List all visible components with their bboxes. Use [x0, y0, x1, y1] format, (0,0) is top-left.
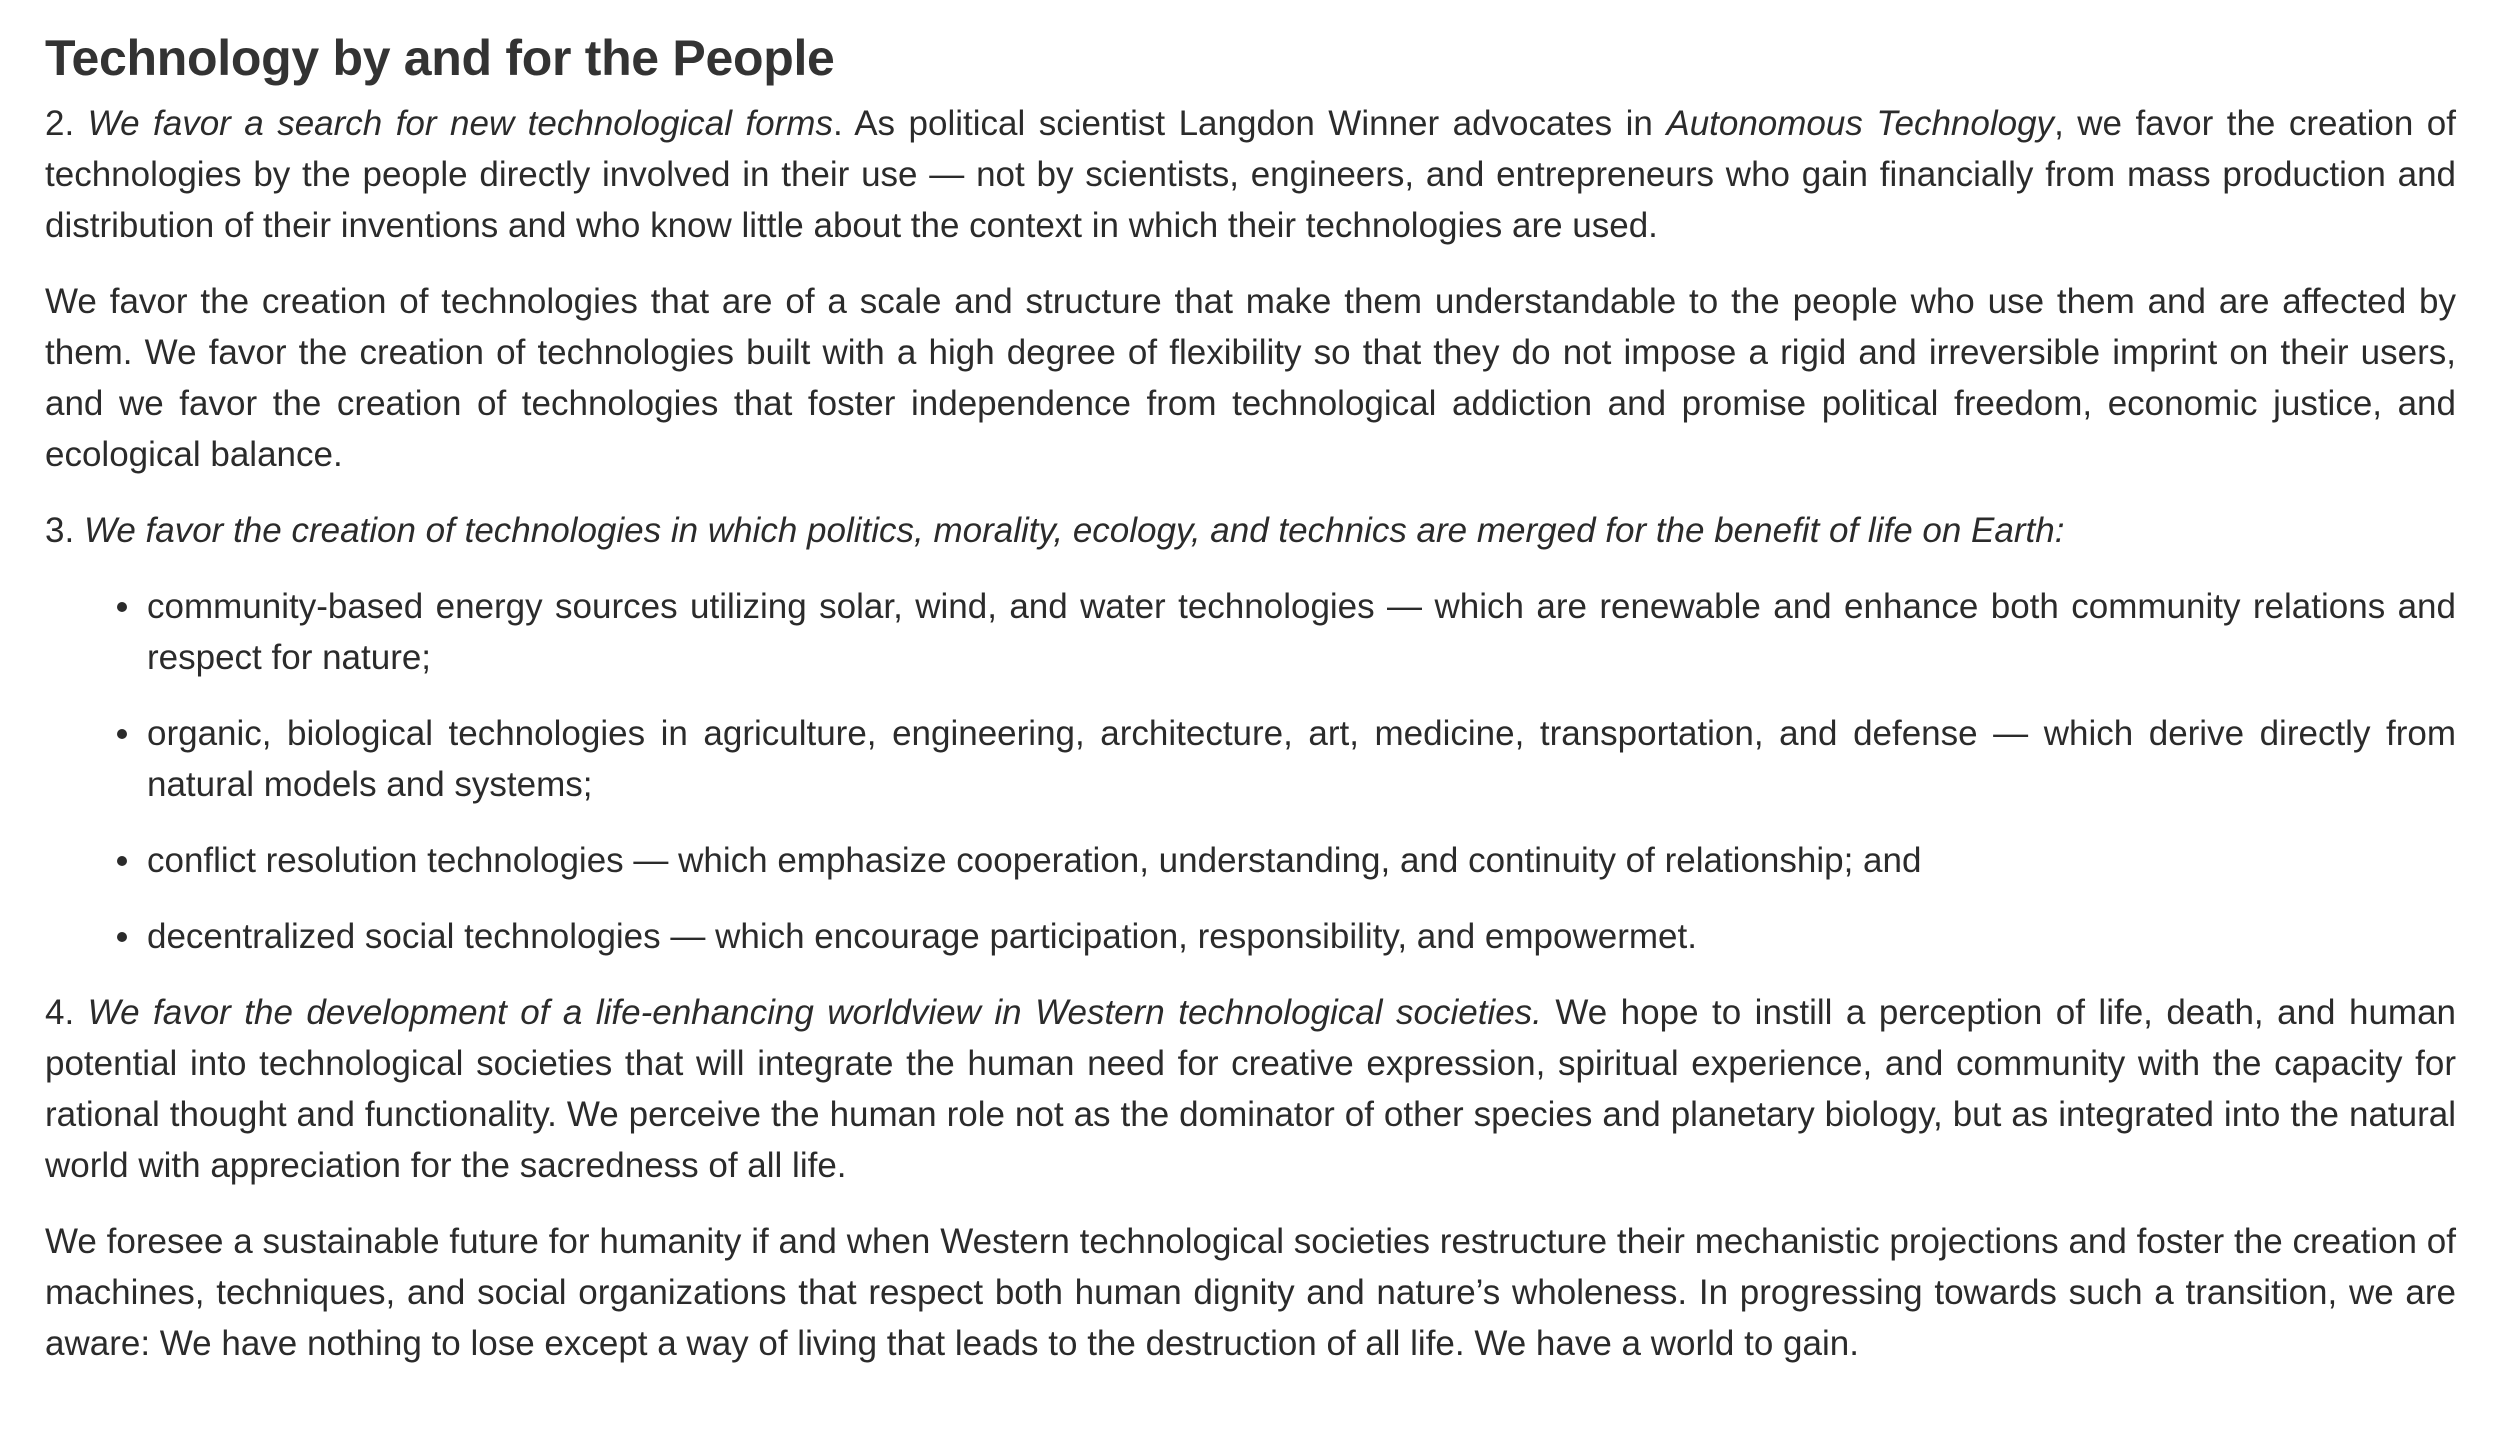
technology-list [45, 581, 2456, 962]
section-2-text-a: . As political scientist Langdon Winner advocates in [832, 104, 1667, 143]
section-3-number: 3. [45, 511, 75, 550]
list-item: decentralized social technologies — which encourage participation, responsibility, and empowermet. [147, 911, 2456, 962]
section-2-number: 2. [45, 104, 75, 143]
section-2-text-b: , we favor the creation of technologies by the people directly involved in their use — not by scientists, engineers, and entrepreneurs who gain financially from mass production and distribution of their inventions and who know little about the context in which their technologies are used. [45, 104, 2456, 245]
list-item: organic, biological technologies in agriculture, engineering, architecture, art, medicine, transportation, and defense — which derive directly from natural models and systems; [147, 708, 2456, 810]
book-title: Autonomous Technology [1666, 104, 2055, 143]
section-2-paragraph [45, 98, 2456, 251]
page-title: Technology by and for the People [45, 30, 835, 86]
section-4-paragraph-2: We foresee a sustainable future for humanity if and when Western technological societies restructure their mechanistic projections and foster the creation of machines, techniques, and social organizations that respect both human dignity and nature’s wholeness. In progressing towards such a transition, we are aware: We have nothing to lose except a way of living that leads to the destruction of all life. We have a world to gain. [45, 1222, 2456, 1363]
section-4-heading: We favor the development of a life-enhancing worldview in Western technological societies. [87, 993, 1542, 1032]
section-3-paragraph [45, 505, 2456, 556]
article [45, 0, 2456, 1394]
section-2-heading: We favor a search for new technological forms [87, 104, 833, 143]
list-item: community-based energy sources utilizing solar, wind, and water technologies — which are renewable and enhance both community relations and respect for nature; [147, 581, 2456, 683]
section-4-number: 4. [45, 993, 75, 1032]
section-3-heading: We favor the creation of technologies in which politics, morality, ecology, and technics are merged for the benefit of life on Earth: [83, 511, 2065, 550]
section-4-paragraph [45, 987, 2456, 1191]
section-2-paragraph-2: We favor the creation of technologies that are of a scale and structure that make them understandable to the people who use them and are affected by them. We favor the creation of technologies built with a high degree of flexibility so that they do not impose a rigid and irreversible imprint on their users, and we favor the creation of technologies that foster independence from technological addiction and promise political freedom, economic justice, and ecological balance. [45, 282, 2456, 474]
section-4-text: We hope to instill a perception of life, death, and human potential into technological societies that will integrate the human need for creative expression, spiritual experience, and community with the capacity for rational thought and functionality. We perceive the human role not as the dominator of other species and planetary biology, but as integrated into the natural world with appreciation for the sacredness of all life. [45, 993, 2456, 1185]
list-item: conflict resolution technologies — which emphasize cooperation, understanding, and continuity of relationship; and [147, 835, 2456, 886]
